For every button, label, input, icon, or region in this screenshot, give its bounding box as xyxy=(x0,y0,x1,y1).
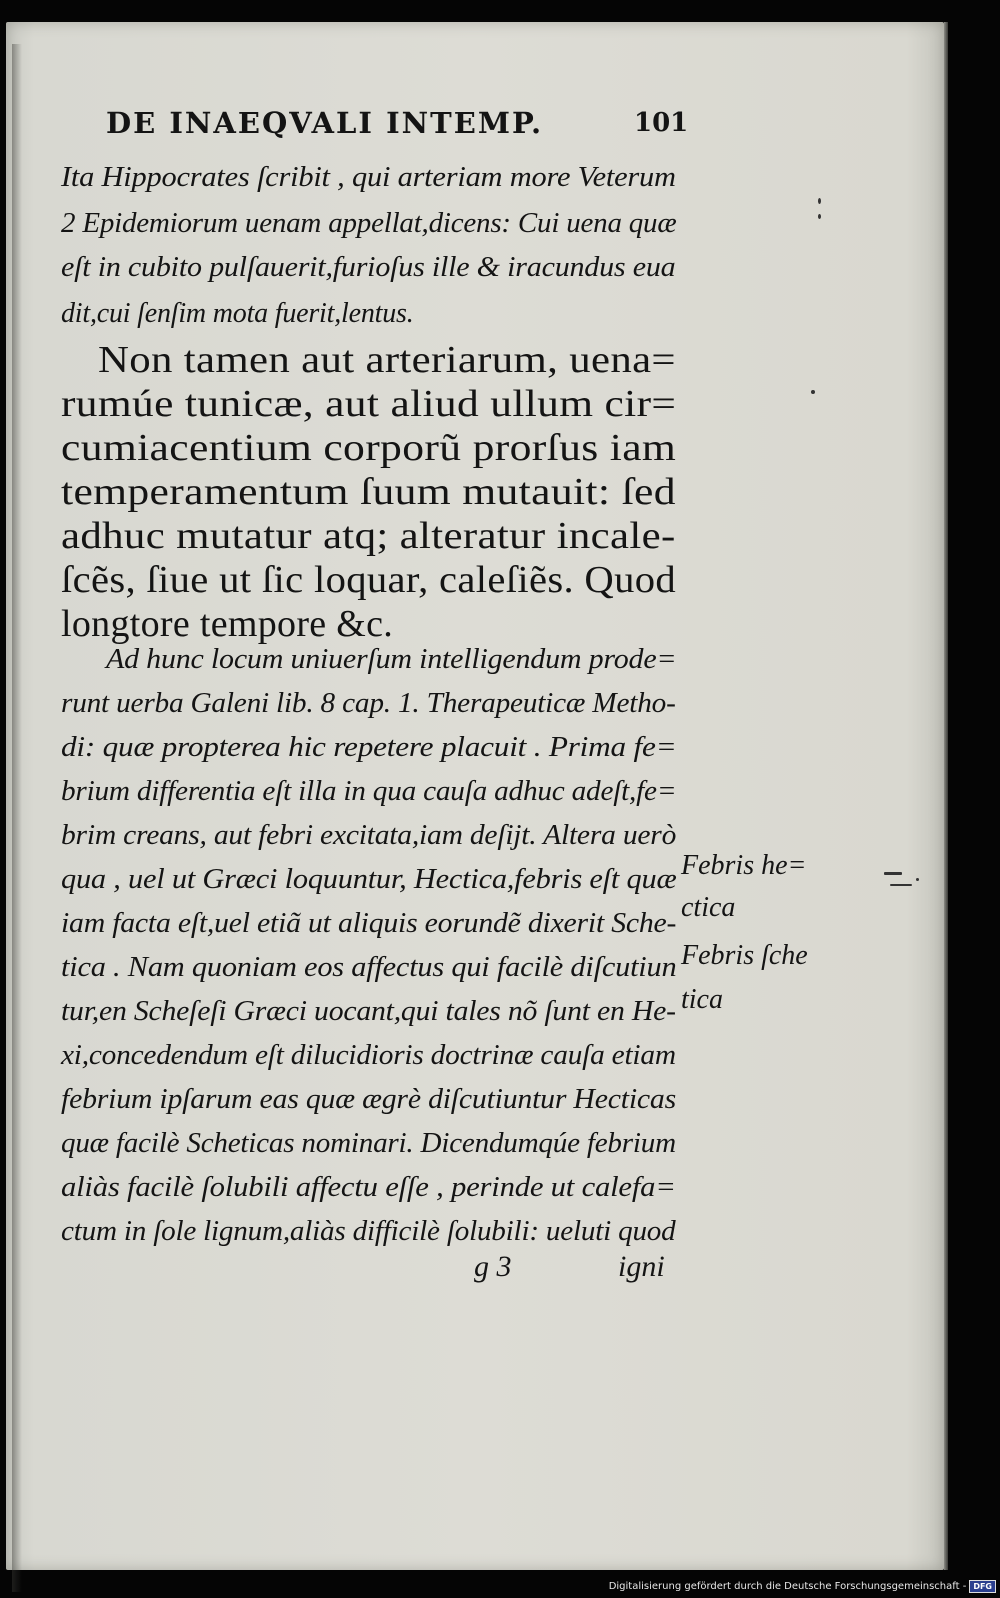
text-line: ctum in ſole lignum,aliàs difficilè ſolubili: ueluti quod xyxy=(61,1216,676,1247)
text-line: febrium ipſarum eas quæ ægrè diſcutiuntur Hecticas xyxy=(61,1084,676,1115)
text-line: iam facta eſt,uel etiã ut aliquis eorundẽ dixerit Sche- xyxy=(61,908,677,939)
text-line: brium differentia eſt illa in qua cauſa adhuc adeſt,fe= xyxy=(61,776,677,807)
text-line: tur,en Scheſeſi Græci uocant,qui tales nõ ſunt en He- xyxy=(61,996,676,1027)
folio-number: 101 xyxy=(634,108,689,138)
text-line: cumiacentium corporũ prorſus iam xyxy=(61,427,677,469)
ink-speck xyxy=(811,390,815,394)
margin-note-line: Febris ſche xyxy=(681,940,808,971)
text-line: Ita Hippocrates ſcribit , qui arteriam more Veterum xyxy=(61,162,676,193)
text-line: dit,cui ſenſim mota fuerit,lentus. xyxy=(61,298,414,329)
ink-speck xyxy=(818,214,821,219)
page-edge xyxy=(944,22,948,1570)
catchword: igni xyxy=(618,1250,665,1283)
ink-speck xyxy=(890,884,912,886)
text-line: rumúe tunicæ, aut aliud ullum cir= xyxy=(61,383,677,425)
text-line: xi,concedendum eſt dilucidioris doctrinæ cauſa etiam xyxy=(61,1040,676,1071)
ink-speck xyxy=(916,878,919,881)
page-gutter-shadow xyxy=(12,44,22,1592)
running-head: DE INAEQVALI INTEMP. xyxy=(106,106,544,140)
text-line: di: quæ propterea hic repetere placuit . Prima fe= xyxy=(61,732,677,763)
text-line: runt uerba Galeni lib. 8 cap. 1. Therapeuticæ Metho- xyxy=(61,688,676,719)
text-line: longtore tempore &c. xyxy=(61,603,394,645)
text-line: Ad hunc locum uniuerſum intelligendum prode= xyxy=(106,644,677,675)
dfg-logo: DFG xyxy=(969,1580,996,1593)
margin-note-line: tica xyxy=(681,984,723,1015)
text-line: adhuc mutatur atq; alteratur incale- xyxy=(61,515,676,557)
margin-note-line: ctica xyxy=(681,892,736,923)
book-page xyxy=(6,22,944,1570)
text-line: ſcẽs, ſiue ut ſic loquar, caleſiẽs. Quod xyxy=(61,559,677,601)
text-line: temperamentum ſuum mutauit: ſed xyxy=(61,471,676,513)
text-line: eſt in cubito pulſauerit,furioſus ille & iracundus eua xyxy=(61,252,676,283)
signature-mark: g 3 xyxy=(474,1250,512,1283)
text-line: Non tamen aut arteriarum, uena= xyxy=(98,339,676,381)
text-line: quæ facilè Scheticas nominari. Dicendumqúe febrium xyxy=(61,1128,676,1159)
footer-credit: Digitalisierung gefördert durch die Deutsche Forschungsgemeinschaft - xyxy=(608,1580,967,1592)
text-line: brim creans, aut febri excitata,iam deſijt. Altera uerò xyxy=(61,820,677,851)
ink-speck xyxy=(818,198,821,204)
digitization-footer xyxy=(609,1578,996,1594)
text-line: qua , uel ut Græci loquuntur, Hectica,febris eſt quæ xyxy=(61,864,677,895)
margin-note-line: Febris he= xyxy=(681,850,807,881)
text-line: 2 Epidemiorum uenam appellat,dicens: Cui uena quæ xyxy=(61,208,677,239)
text-line: aliàs facilè ſolubili affectu eſſe , perinde ut calefa= xyxy=(61,1172,676,1203)
text-line: tica . Nam quoniam eos affectus qui facilè diſcutiun xyxy=(61,952,677,983)
ink-speck xyxy=(884,872,902,875)
